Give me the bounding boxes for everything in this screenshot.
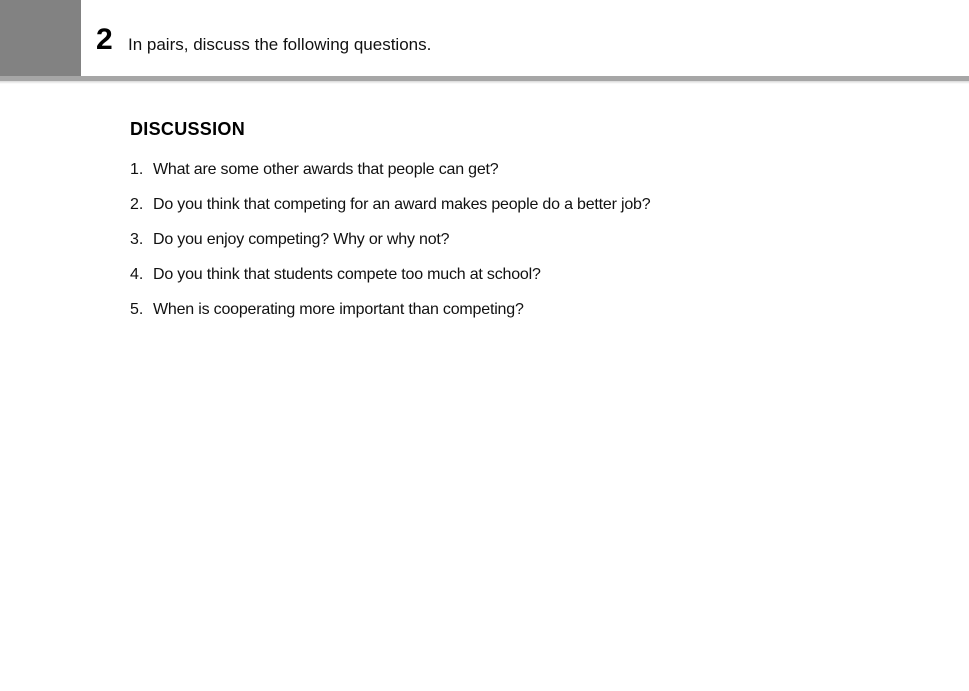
question-number: 4. <box>130 266 144 283</box>
question-text: When is cooperating more important than competing? <box>153 301 524 318</box>
question-item-5 <box>130 298 650 333</box>
question-list <box>130 158 650 333</box>
exercise-instruction: In pairs, discuss the following questions. <box>128 35 432 54</box>
question-text: Do you enjoy competing? Why or why not? <box>153 231 450 248</box>
question-text: Do you think that competing for an award makes people do a better job? <box>153 196 651 213</box>
question-number: 5. <box>130 301 144 318</box>
question-item-2 <box>130 193 650 228</box>
question-text: Do you think that students compete too much at school? <box>153 266 541 283</box>
section-heading: DISCUSSION <box>130 119 246 139</box>
question-item-3 <box>130 228 650 263</box>
question-text: What are some other awards that people can get? <box>153 161 499 178</box>
corner-block <box>0 0 81 76</box>
question-number: 1. <box>130 161 144 178</box>
header-divider-shadow <box>0 81 969 84</box>
question-item-1 <box>130 158 650 193</box>
question-number: 3. <box>130 231 144 248</box>
exercise-number: 2 <box>96 23 113 56</box>
question-number: 2. <box>130 196 144 213</box>
question-item-4 <box>130 263 650 298</box>
